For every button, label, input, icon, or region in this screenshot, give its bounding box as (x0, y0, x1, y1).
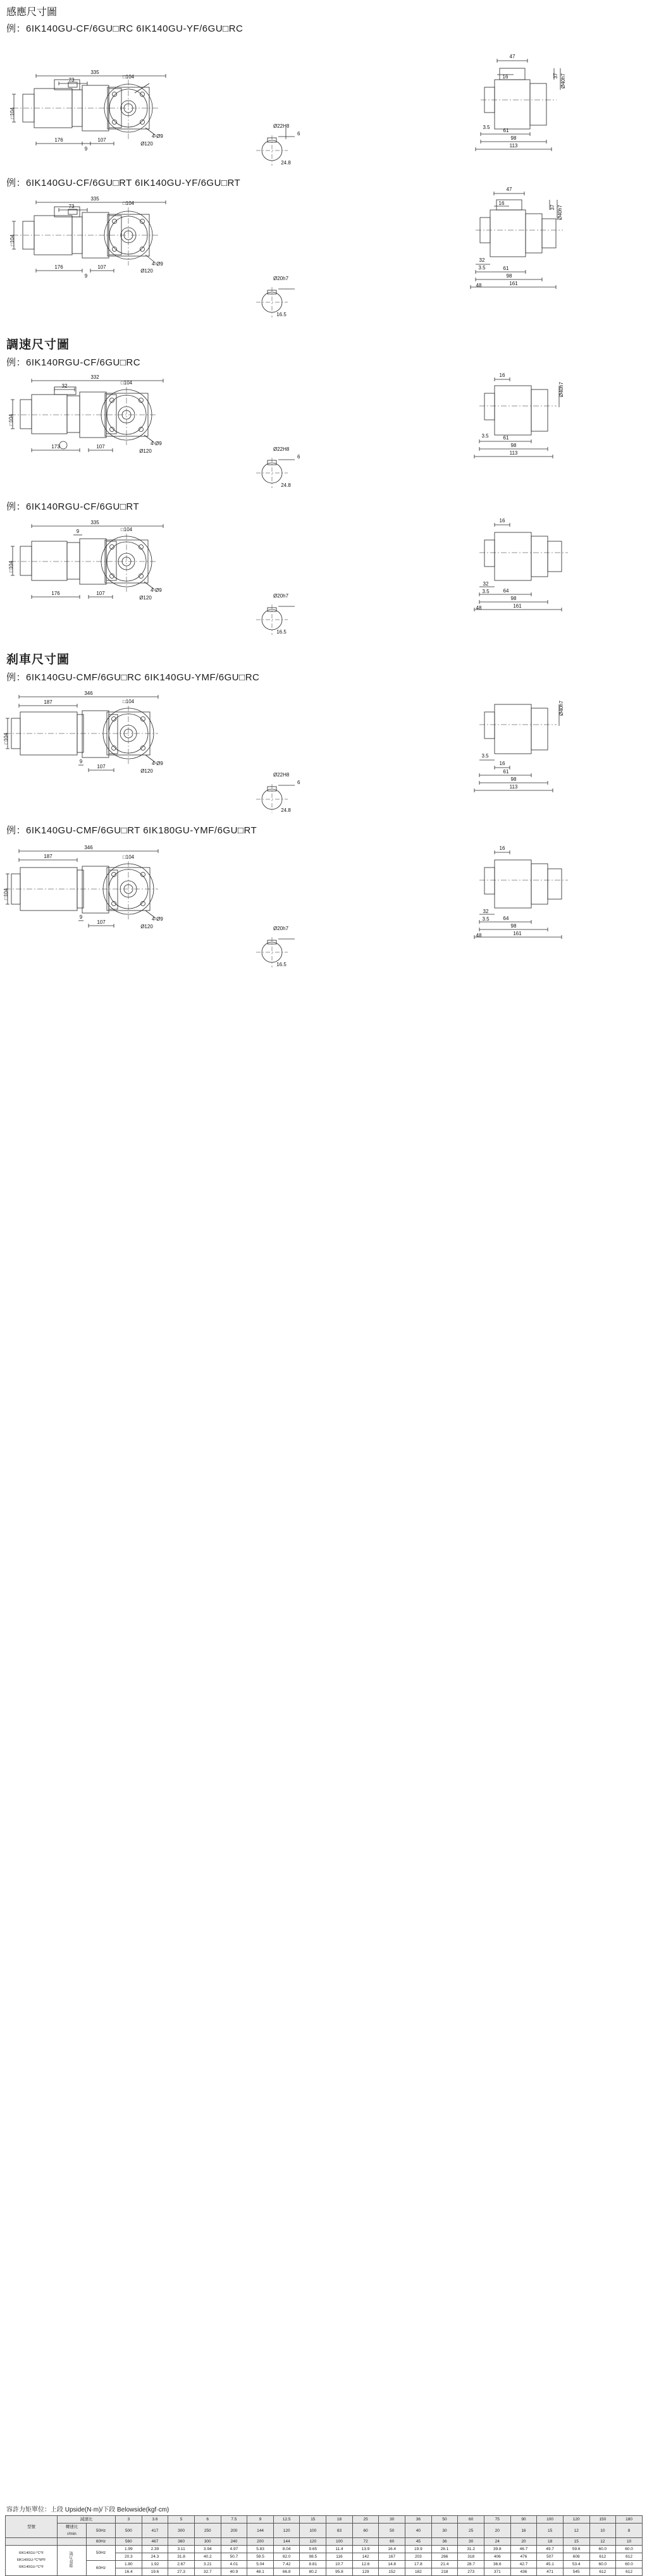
table-row: 6IK140GU-*C*F 6IK140GU-*C*M*F 6IK140GU-*C*F 容許力矩 50Hz 1.99 2.39 3.11 3.94 4.97 5.83 8.04 9.65 11.4 13.9 16.4 19.9 26.1 31.2 39.8 46.7 49.7 59.6 60.0 60.0 (6, 2546, 643, 2553)
drawing-2 (0, 188, 647, 322)
table-row: 60Hz 1.80 1.92 2.67 3.21 4.01 5.04 7.42 8.81 10.7 12.6 14.8 17.8 21.4 28.7 36.6 42.7 45.1 53.4 60.0 60.0 (6, 2561, 643, 2568)
svg-text:Ø20h7: Ø20h7 (273, 276, 289, 281)
svg-text:24.8: 24.8 (281, 807, 291, 813)
svg-text:16.5: 16.5 (276, 962, 287, 967)
svg-text:335: 335 (90, 520, 99, 525)
drawing-4 (0, 511, 647, 637)
svg-text:□104: □104 (120, 380, 133, 386)
th-ratio-9: 25 (352, 2516, 379, 2524)
svg-text:4-Ø9: 4-Ø9 (152, 916, 163, 922)
svg-text:Ø20h7: Ø20h7 (273, 926, 289, 931)
svg-text:98: 98 (510, 443, 517, 448)
svg-text:4-Ø9: 4-Ø9 (151, 441, 162, 446)
table-row: 20.3 24.3 31.8 40.2 50.7 59.5 82.0 98.5 116 142 167 203 266 318 406 476 507 608 612 612 (6, 2553, 643, 2561)
svg-text:161: 161 (513, 603, 522, 609)
svg-text:107: 107 (96, 444, 105, 450)
svg-text:335: 335 (90, 196, 99, 202)
svg-text:346: 346 (84, 690, 93, 696)
th-ratio-3: 6 (194, 2516, 221, 2524)
svg-text:32: 32 (61, 383, 68, 389)
th-ratio-13: 60 (458, 2516, 484, 2524)
th-hz-50: 50Hz (87, 2524, 116, 2538)
svg-text:6: 6 (297, 131, 300, 137)
svg-text:□104: □104 (122, 200, 135, 206)
svg-text:107: 107 (97, 264, 106, 270)
svg-text:176: 176 (51, 591, 60, 596)
section-title-induction: 感應尺寸圖 (6, 7, 58, 18)
th-ratio-11: 36 (405, 2516, 432, 2524)
table-body (6, 2546, 643, 2576)
svg-text:107: 107 (97, 137, 106, 143)
svg-text:16: 16 (499, 518, 505, 524)
svg-text:24.8: 24.8 (281, 482, 291, 488)
th-ratio-7: 15 (300, 2516, 326, 2524)
svg-text:□104: □104 (8, 560, 14, 573)
svg-text:Ø120: Ø120 (140, 768, 153, 774)
table-row: 16.4 19.6 27.3 32.7 40.9 48.1 66.8 80.2 95.8 129 152 182 218 273 371 436 471 545 612 612 (6, 2568, 643, 2576)
svg-text:□104: □104 (122, 74, 135, 80)
svg-text:Ø40h7: Ø40h7 (558, 381, 564, 398)
svg-text:48: 48 (476, 933, 482, 938)
th-ratio-6: 12.5 (273, 2516, 300, 2524)
svg-text:6: 6 (297, 780, 300, 785)
svg-text:Ø22H8: Ø22H8 (273, 123, 290, 129)
svg-text:Ø40h7: Ø40h7 (557, 204, 563, 221)
svg-text:107: 107 (97, 764, 106, 770)
svg-text:Ø120: Ø120 (140, 924, 153, 929)
svg-text:47: 47 (506, 187, 512, 192)
table-header-row-3: 60Hz 560 467 360 300 240 200 144 120 100 72 60 45 36 30 24 20 18 15 12 10 (6, 2538, 643, 2546)
svg-text:113: 113 (509, 143, 518, 149)
svg-text:□104: □104 (9, 234, 15, 247)
svg-text:Ø120: Ø120 (139, 595, 152, 601)
svg-text:16: 16 (499, 761, 505, 766)
th-ratio-2: 5 (168, 2516, 195, 2524)
svg-text:16: 16 (499, 372, 505, 378)
svg-text:□104: □104 (120, 527, 133, 532)
example-line-1: 例：6IK140GU-CF/6GU□RC 6IK140GU-YF/6GU□RC (6, 23, 243, 34)
svg-text:161: 161 (513, 931, 522, 936)
svg-text:47: 47 (509, 54, 515, 59)
svg-text:4-Ø9: 4-Ø9 (152, 761, 163, 766)
svg-text:107: 107 (97, 919, 106, 925)
svg-text:32: 32 (483, 909, 489, 914)
th-ratio-5: 9 (247, 2516, 274, 2524)
cell-hz-50: 50Hz (87, 2546, 116, 2561)
svg-text:Ø40h7: Ø40h7 (558, 700, 564, 716)
drawing-3 (0, 367, 647, 493)
example-line-3: 例：6IK140RGU-CF/6GU□RC (6, 357, 141, 368)
svg-text:32: 32 (483, 581, 489, 587)
svg-text:9: 9 (79, 914, 83, 920)
svg-text:4-Ø9: 4-Ø9 (151, 587, 162, 593)
th-ratio-10: 30 (379, 2516, 405, 2524)
th-rpm: 轉速比 r/min (58, 2524, 87, 2538)
svg-text:Ø120: Ø120 (139, 448, 152, 454)
svg-text:335: 335 (90, 70, 99, 75)
spec-table-wrap (5, 2515, 643, 2576)
svg-text:37: 37 (550, 204, 555, 211)
svg-text:73: 73 (68, 204, 75, 209)
svg-text:107: 107 (96, 591, 105, 596)
torque-unit-note: 容許力矩單位：上段 Upside(N·m)/下段 Belowside(kgf·cm) (6, 2506, 169, 2513)
svg-text:3.5: 3.5 (483, 125, 490, 130)
th-ratio-14: 75 (484, 2516, 510, 2524)
svg-text:9: 9 (79, 759, 83, 764)
svg-text:9: 9 (84, 273, 88, 279)
svg-text:98: 98 (510, 923, 517, 929)
svg-text:16: 16 (502, 74, 508, 80)
svg-text:16: 16 (499, 845, 505, 851)
example-line-2: 例：6IK140GU-CF/6GU□RT 6IK140GU-YF/6GU□RT (6, 178, 241, 188)
svg-text:161: 161 (509, 281, 518, 286)
svg-text:48: 48 (476, 605, 482, 611)
section-title-speed-control: 調速尺寸圖 (6, 338, 70, 352)
svg-text:□104: □104 (9, 107, 15, 120)
svg-text:Ø120: Ø120 (140, 141, 153, 147)
svg-text:98: 98 (510, 135, 517, 141)
drawing-1 (0, 33, 647, 166)
svg-text:9: 9 (76, 529, 80, 534)
svg-text:64: 64 (503, 916, 509, 921)
svg-text:73: 73 (68, 77, 75, 83)
drawing-5 (0, 682, 647, 814)
th-ratio-15: 90 (510, 2516, 537, 2524)
th-ratio-4: 7.5 (221, 2516, 247, 2524)
th-hz-60: 60Hz (87, 2538, 116, 2546)
svg-text:4-Ø9: 4-Ø9 (152, 261, 163, 267)
svg-text:3.5: 3.5 (478, 265, 486, 271)
th-ratio-1: 3.6 (142, 2516, 168, 2524)
svg-text:176: 176 (54, 264, 63, 270)
svg-text:346: 346 (84, 845, 93, 850)
spec-table (5, 2515, 643, 2576)
svg-text:3.5: 3.5 (482, 916, 490, 922)
svg-text:16: 16 (498, 200, 505, 206)
svg-text:64: 64 (503, 588, 509, 594)
svg-text:61: 61 (503, 128, 509, 133)
svg-text:113: 113 (509, 784, 518, 790)
svg-text:Ø22H8: Ø22H8 (273, 772, 290, 778)
th-ratio-17: 120 (563, 2516, 589, 2524)
th-ratio-16: 100 (537, 2516, 564, 2524)
table-header-row (6, 2516, 643, 2524)
svg-text:61: 61 (503, 769, 509, 775)
svg-text:3.5: 3.5 (481, 753, 489, 759)
svg-text:37: 37 (553, 73, 558, 79)
cell-torque-label: 容許力矩 (58, 2546, 87, 2576)
svg-text:113: 113 (509, 450, 518, 456)
svg-text:332: 332 (90, 374, 99, 380)
svg-text:98: 98 (510, 776, 517, 782)
svg-text:187: 187 (44, 854, 52, 859)
svg-text:173: 173 (51, 444, 60, 450)
example-line-5: 例：6IK140GU-CMF/6GU□RC 6IK140GU-YMF/6GU□RC (6, 672, 260, 683)
svg-text:□104: □104 (8, 414, 14, 426)
svg-text:24.8: 24.8 (281, 160, 291, 166)
svg-text:16.5: 16.5 (276, 629, 287, 635)
table-header-row-2: 轉速比 r/min 50Hz 500 417 300 250 200 144 120 100 83 60 50 40 30 25 20 16 15 12 10 8 (6, 2524, 643, 2538)
th-model: 型號 (6, 2516, 58, 2538)
th-ratio: 減速比 (58, 2516, 116, 2524)
svg-text:48: 48 (476, 283, 482, 288)
svg-text:61: 61 (503, 435, 509, 441)
svg-text:4-Ø9: 4-Ø9 (152, 133, 163, 139)
th-ratio-19: 180 (616, 2516, 643, 2524)
th-ratio-8: 18 (326, 2516, 353, 2524)
cell-hz-60: 60Hz (87, 2561, 116, 2576)
svg-text:187: 187 (44, 699, 52, 705)
section-title-brake: 刹車尺寸圖 (6, 653, 70, 666)
drawing-6 (0, 836, 647, 972)
svg-text:Ø40h7: Ø40h7 (560, 73, 566, 89)
svg-text:Ø20h7: Ø20h7 (273, 593, 289, 599)
svg-text:176: 176 (54, 137, 63, 143)
svg-text:Ø120: Ø120 (140, 268, 153, 274)
th-ratio-12: 50 (431, 2516, 458, 2524)
svg-text:32: 32 (479, 257, 485, 263)
svg-text:□104: □104 (122, 699, 135, 704)
svg-text:6: 6 (297, 454, 300, 460)
example-line-6: 例：6IK140GU-CMF/6GU□RT 6IK180GU-YMF/6GU□RT (6, 825, 257, 836)
cell-model-list: 6IK140GU-*C*F 6IK140GU-*C*M*F 6IK140GU-*C*F (6, 2546, 58, 2576)
svg-text:□104: □104 (122, 854, 135, 860)
svg-text:9: 9 (84, 146, 88, 152)
svg-text:3.5: 3.5 (482, 589, 490, 594)
svg-text:16.5: 16.5 (276, 312, 287, 317)
svg-text:□104: □104 (3, 888, 9, 900)
svg-text:□104: □104 (3, 732, 9, 745)
svg-text:98: 98 (506, 273, 512, 279)
svg-text:98: 98 (510, 596, 517, 601)
th-ratio-0: 3 (116, 2516, 142, 2524)
example-line-4: 例：6IK140RGU-CF/6GU□RT (6, 501, 140, 512)
svg-text:Ø22H8: Ø22H8 (273, 446, 290, 452)
svg-text:61: 61 (503, 266, 509, 271)
th-ratio-18: 150 (589, 2516, 616, 2524)
svg-text:3.5: 3.5 (481, 433, 489, 439)
